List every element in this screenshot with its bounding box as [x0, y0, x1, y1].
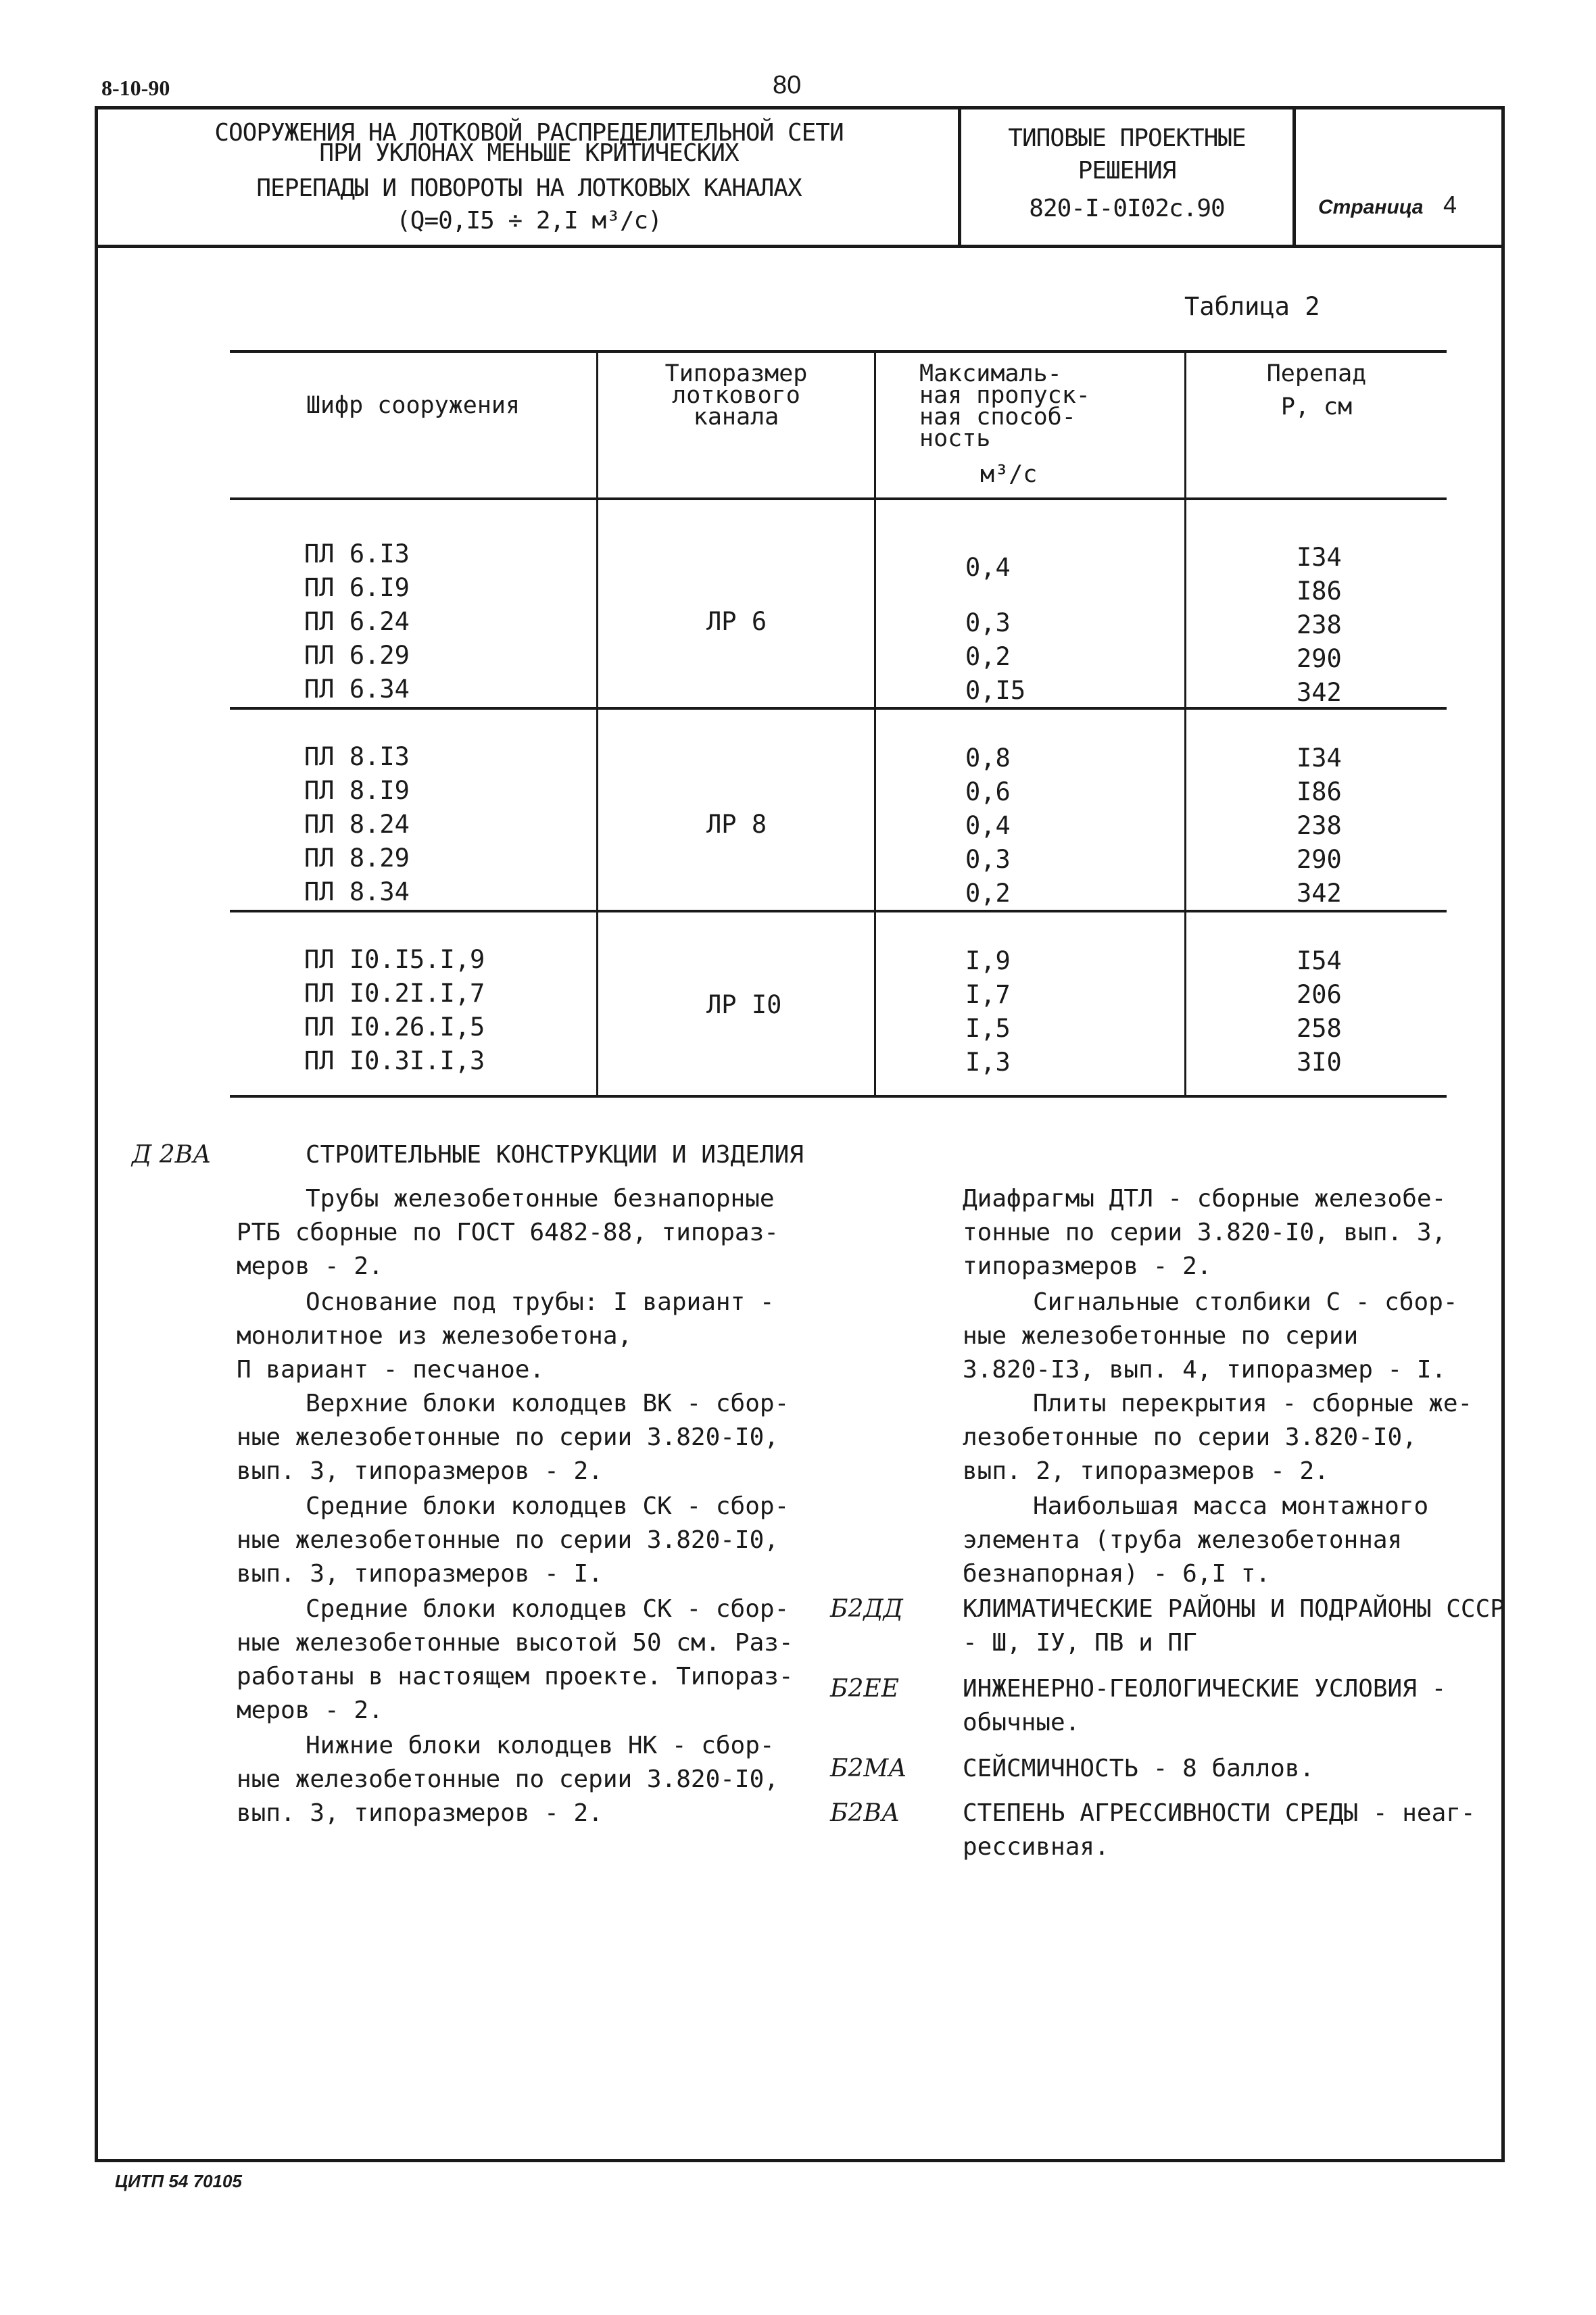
structure-code: ПЛ 6.I3: [304, 539, 410, 568]
table-column-divider: [596, 350, 598, 1096]
document-code: 8-10-90: [101, 76, 170, 100]
capacity-value: I,7: [965, 980, 1011, 1009]
structure-code: ПЛ I0.2I.I,7: [304, 979, 485, 1008]
capacity-value: 0,2: [965, 642, 1011, 671]
text-line: Средние блоки колодцев СК - сбор-: [306, 1595, 790, 1623]
drop-value: I54: [1297, 946, 1342, 975]
header-title-line: СООРУЖЕНИЯ НА ЛОТКОВОЙ РАСПРЕДЕЛИТЕЛЬНОЙ СЕТИ: [214, 119, 844, 147]
drop-value: 238: [1297, 811, 1342, 840]
channel-type: ЛР I0: [706, 990, 782, 1019]
channel-type: ЛР 8: [706, 810, 767, 839]
text-line: КЛИМАТИЧЕСКИЕ РАЙОНЫ И ПОДРАЙОНЫ СССР: [963, 1595, 1505, 1623]
structure-code: ПЛ 8.29: [304, 844, 410, 873]
table-caption: Таблица 2: [1184, 292, 1320, 321]
capacity-value: 0,2: [965, 879, 1011, 908]
table-rule: [230, 910, 1447, 912]
column-header-capacity: Максималь-: [919, 360, 1062, 387]
text-line: типоразмеров - 2.: [963, 1252, 1212, 1280]
table-column-divider: [874, 350, 876, 1096]
text-line: ные железобетонные по серии 3.820-I0,: [237, 1765, 779, 1793]
capacity-value: 0,6: [965, 777, 1011, 806]
capacity-value: 0,4: [965, 553, 1011, 582]
table-rule: [230, 350, 1447, 353]
text-line: Верхние блоки колодцев ВК - сбор-: [306, 1390, 790, 1417]
capacity-value: 0,4: [965, 811, 1011, 840]
header-divider-vertical: [1292, 106, 1296, 247]
structure-code: ПЛ 6.29: [304, 641, 410, 670]
text-line: СТЕПЕНЬ АГРЕССИВНОСТИ СРЕДЫ - неаг-: [963, 1799, 1476, 1827]
column-header-capacity: ная способ-: [919, 404, 1076, 431]
capacity-value: I,5: [965, 1014, 1011, 1043]
text-line: Средние блоки колодцев СК - сбор-: [306, 1492, 790, 1520]
page-value: 4: [1443, 191, 1457, 218]
column-header-type: Типоразмер: [664, 360, 808, 387]
text-line: Наибольшая масса монтажного: [1033, 1492, 1429, 1520]
text-line: обычные.: [963, 1709, 1080, 1736]
column-header-code: Шифр сооружения: [306, 392, 521, 419]
structure-code: ПЛ 8.24: [304, 810, 410, 839]
item-code: Б2ЕЕ: [830, 1675, 899, 1703]
drop-value: 206: [1297, 980, 1342, 1009]
structure-code: ПЛ 8.I3: [304, 742, 410, 771]
page-label: Страница: [1318, 196, 1424, 218]
item-code: Б2МА: [830, 1755, 907, 1782]
structure-code: ПЛ I0.I5.I,9: [304, 945, 485, 974]
table-column-divider: [1184, 350, 1186, 1096]
text-line: работаны в настоящем проекте. Типораз-: [237, 1663, 794, 1690]
text-line: тонные по серии 3.820-I0, вып. 3,: [963, 1219, 1447, 1246]
text-line: Основание под трубы: I вариант -: [306, 1288, 775, 1316]
header-project-line: РЕШЕНИЯ: [1078, 157, 1176, 185]
text-line: - Ш, IУ, ПВ и ПГ: [963, 1629, 1197, 1657]
header-project-code: 820-I-0I02с.90: [1029, 195, 1225, 222]
text-line: вып. 3, типоразмеров - 2.: [237, 1457, 603, 1485]
drop-value: 258: [1297, 1014, 1342, 1043]
section-code: Д 2ВА: [132, 1141, 212, 1169]
structure-code: ПЛ 6.34: [304, 675, 410, 704]
text-line: ные железобетонные по серии 3.820-I0,: [237, 1423, 779, 1451]
structure-code: ПЛ 8.I9: [304, 776, 410, 805]
drop-value: I34: [1297, 543, 1342, 572]
structure-code: ПЛ I0.26.I,5: [304, 1013, 485, 1042]
structure-code: ПЛ 6.24: [304, 607, 410, 636]
text-line: вып. 3, типоразмеров - 2.: [237, 1799, 603, 1827]
drop-value: 3I0: [1297, 1048, 1342, 1077]
text-line: ные железобетонные по серии 3.820-I0,: [237, 1526, 779, 1554]
drop-value: 342: [1297, 678, 1342, 707]
text-line: СЕЙСМИЧНОСТЬ - 8 баллов.: [963, 1755, 1315, 1782]
drop-value: 238: [1297, 610, 1342, 639]
structure-code: ПЛ I0.3I.I,3: [304, 1046, 485, 1075]
drop-value: 290: [1297, 845, 1342, 874]
text-line: рессивная.: [963, 1833, 1109, 1861]
capacity-value: I,9: [965, 946, 1011, 975]
text-line: Плиты перекрытия - сборные же-: [1033, 1390, 1473, 1417]
text-line: Диафрагмы ДТЛ - сборные железобе-: [963, 1185, 1447, 1213]
item-code: Б2ДД: [830, 1595, 903, 1623]
structure-code: ПЛ 6.I9: [304, 573, 410, 602]
table-rule: [230, 1095, 1447, 1098]
column-header-drop: Р, см: [1280, 393, 1353, 420]
text-line: ные железобетонные высотой 50 см. Раз-: [237, 1629, 794, 1657]
footer-code: ЦИТП 54 70105: [115, 2171, 242, 2191]
drop-value: I86: [1297, 577, 1342, 606]
text-line: 3.820-I3, вып. 4, типоразмер - I.: [963, 1356, 1447, 1384]
column-header-type: канала: [693, 404, 779, 431]
capacity-value: 0,3: [965, 608, 1011, 637]
text-line: П вариант - песчаное.: [237, 1356, 545, 1384]
column-header-drop: Перепад: [1266, 360, 1367, 387]
page-number: 80: [773, 71, 802, 99]
structure-code: ПЛ 8.34: [304, 877, 410, 906]
text-line: вып. 2, типоразмеров - 2.: [963, 1457, 1329, 1485]
item-code: Б2ВА: [830, 1799, 900, 1827]
table-rule: [230, 497, 1447, 500]
capacity-value: I,3: [965, 1048, 1011, 1077]
header-title-line: ПЕРЕПАДЫ И ПОВОРОТЫ НА ЛОТКОВЫХ КАНАЛАХ: [256, 174, 802, 202]
section-title: СТРОИТЕЛЬНЫЕ КОНСТРУКЦИИ И ИЗДЕЛИЯ: [306, 1141, 804, 1169]
text-line: лезобетонные по серии 3.820-I0,: [963, 1423, 1417, 1451]
header-title-line: ПРИ УКЛОНАХ МЕНЬШЕ КРИТИЧЕСКИХ: [319, 139, 739, 167]
text-line: элемента (труба железобетонная: [963, 1526, 1403, 1554]
capacity-value: 0,I5: [965, 676, 1026, 705]
header-formula: (Q=0,I5 ÷ 2,I м³/с): [396, 207, 662, 235]
column-header-capacity: ная пропуск-: [919, 382, 1090, 409]
text-line: Нижние блоки колодцев НК - сбор-: [306, 1732, 775, 1759]
drop-value: I34: [1297, 744, 1342, 773]
column-header-type: лоткового: [672, 382, 800, 409]
table-rule: [230, 707, 1447, 710]
drop-value: 342: [1297, 879, 1342, 908]
text-line: РТБ сборные по ГОСТ 6482-88, типораз-: [237, 1219, 779, 1246]
text-line: Сигнальные столбики С - сбор-: [1033, 1288, 1458, 1316]
text-line: монолитное из железобетона,: [237, 1322, 633, 1350]
channel-type: ЛР 6: [706, 607, 767, 636]
header-project-line: ТИПОВЫЕ ПРОЕКТНЫЕ: [1008, 124, 1246, 152]
text-line: меров - 2.: [237, 1697, 383, 1724]
drop-value: I86: [1297, 777, 1342, 806]
text-line: меров - 2.: [237, 1252, 383, 1280]
capacity-value: 0,3: [965, 845, 1011, 874]
capacity-value: 0,8: [965, 744, 1011, 773]
column-header-capacity-unit: м³/с: [980, 461, 1038, 488]
text-line: ИНЖЕНЕРНО-ГЕОЛОГИЧЕСКИЕ УСЛОВИЯ -: [963, 1675, 1447, 1703]
drop-value: 290: [1297, 644, 1342, 673]
text-line: Трубы железобетонные безнапорные: [306, 1185, 775, 1213]
text-line: безнапорная) - 6,I т.: [963, 1560, 1271, 1588]
text-line: ные железобетонные по серии: [963, 1322, 1359, 1350]
column-header-capacity: ность: [919, 425, 991, 452]
text-line: вып. 3, типоразмеров - I.: [237, 1560, 603, 1588]
